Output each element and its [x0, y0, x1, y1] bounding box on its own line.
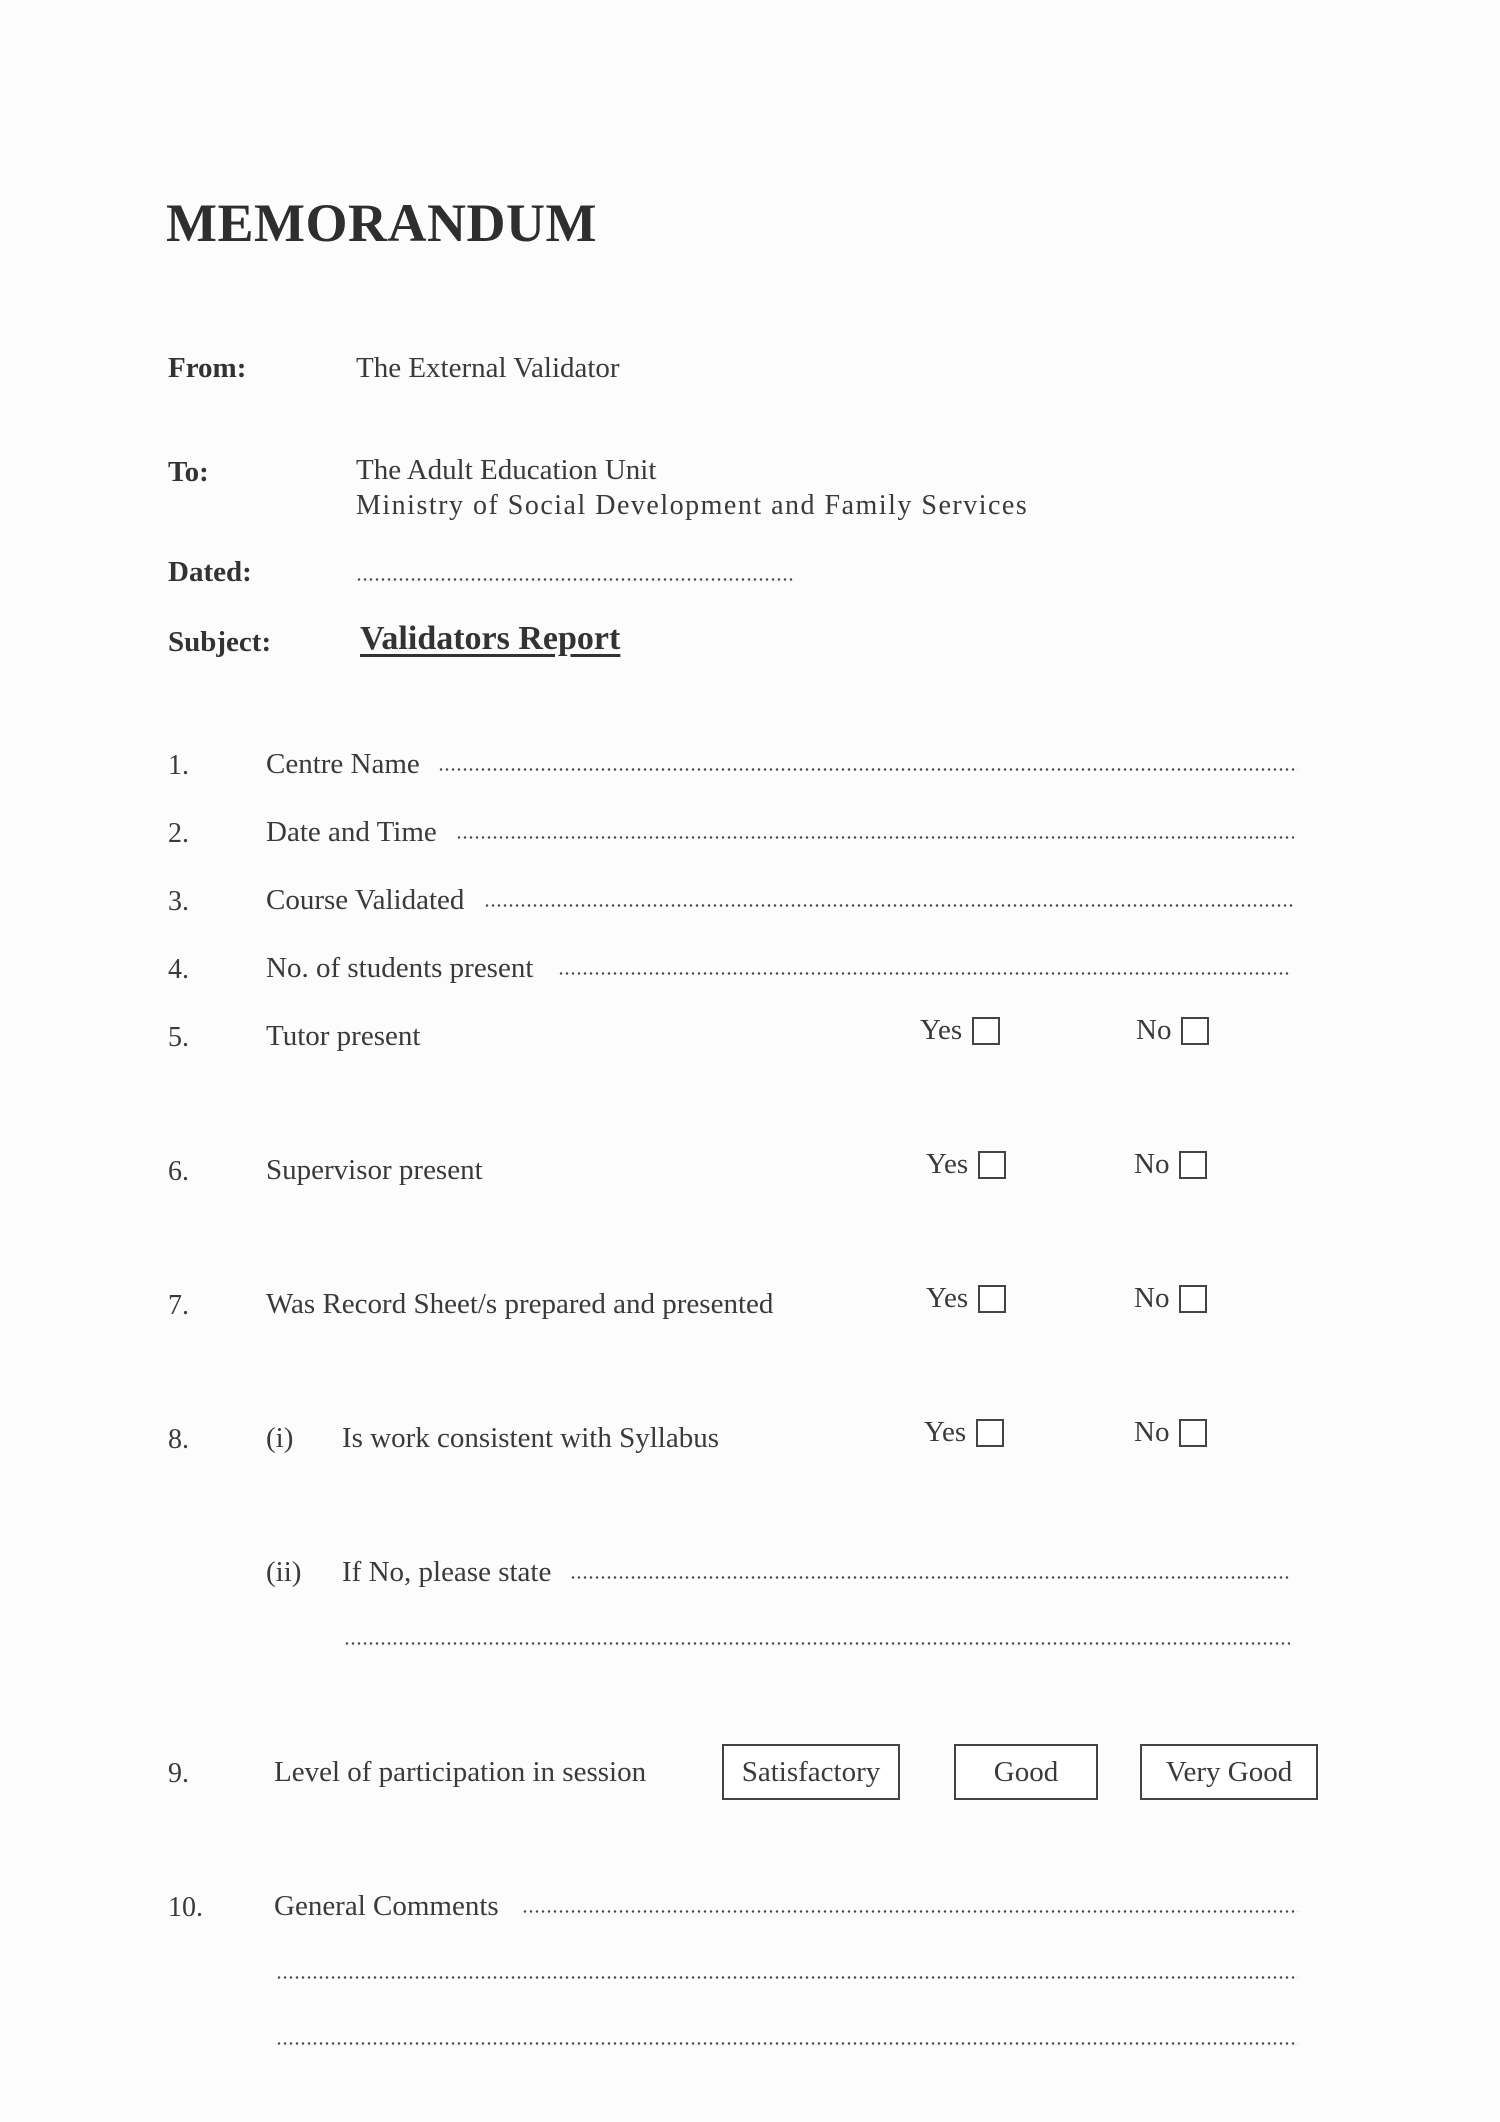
item-number-9: 9.	[168, 1758, 189, 1789]
item-number-3: 3.	[168, 886, 189, 917]
sub-item-i: (i)	[266, 1422, 294, 1454]
no-label: No	[1136, 1014, 1172, 1046]
centre-name-label: Centre Name	[266, 748, 420, 780]
item-number-6: 6.	[168, 1156, 189, 1187]
item-number-8: 8.	[168, 1424, 189, 1455]
general-comments-field[interactable]	[522, 1910, 1298, 1913]
dated-field[interactable]	[356, 578, 794, 581]
participation-very-good-option[interactable]: Very Good	[1140, 1744, 1318, 1800]
item-number-1: 1.	[168, 750, 189, 781]
general-comments-field-line-3[interactable]	[276, 2042, 1298, 2045]
supervisor-yes-checkbox[interactable]	[978, 1151, 1006, 1179]
if-no-state-field-line-2[interactable]	[344, 1642, 1290, 1645]
record-yes-option[interactable]	[926, 1282, 1006, 1315]
supervisor-no-option[interactable]	[1134, 1148, 1207, 1181]
syllabus-consistency-label: Is work consistent with Syllabus	[342, 1422, 719, 1454]
to-label: To:	[168, 456, 209, 488]
no-label: No	[1134, 1416, 1170, 1448]
if-no-state-field[interactable]	[570, 1576, 1290, 1579]
yes-label: Yes	[926, 1148, 969, 1180]
participation-good-option[interactable]: Good	[954, 1744, 1098, 1800]
subject-value: Validators Report	[360, 620, 621, 657]
syllabus-yes-checkbox[interactable]	[976, 1419, 1004, 1447]
no-label: No	[1134, 1282, 1170, 1314]
general-comments-label: General Comments	[274, 1890, 499, 1922]
tutor-yes-checkbox[interactable]	[972, 1017, 1000, 1045]
yes-label: Yes	[920, 1014, 963, 1046]
if-no-state-label: If No, please state	[342, 1556, 552, 1588]
subject-label: Subject:	[168, 626, 272, 658]
date-time-label: Date and Time	[266, 816, 437, 848]
record-yes-checkbox[interactable]	[978, 1285, 1006, 1313]
students-present-label: No. of students present	[266, 952, 534, 984]
record-sheets-label: Was Record Sheet/s prepared and presented	[266, 1288, 774, 1320]
no-label: No	[1134, 1148, 1170, 1180]
record-no-option[interactable]	[1134, 1282, 1207, 1315]
tutor-yes-option[interactable]	[920, 1014, 1000, 1047]
participation-satisfactory-option[interactable]: Satisfactory	[722, 1744, 900, 1800]
page-title: MEMORANDUM	[166, 193, 597, 253]
from-value: The External Validator	[356, 352, 620, 384]
to-line-2: Ministry of Social Development and Family Services	[356, 490, 1029, 521]
tutor-present-label: Tutor present	[266, 1020, 421, 1052]
supervisor-yes-option[interactable]	[926, 1148, 1006, 1181]
syllabus-no-checkbox[interactable]	[1179, 1419, 1207, 1447]
participation-label: Level of participation in session	[274, 1756, 647, 1788]
course-validated-label: Course Validated	[266, 884, 465, 916]
item-number-5: 5.	[168, 1022, 189, 1053]
general-comments-field-line-2[interactable]	[276, 1976, 1298, 1979]
yes-label: Yes	[924, 1416, 967, 1448]
to-line-1: The Adult Education Unit	[356, 454, 657, 486]
tutor-no-checkbox[interactable]	[1181, 1017, 1209, 1045]
item-number-2: 2.	[168, 818, 189, 849]
tutor-no-option[interactable]	[1136, 1014, 1209, 1047]
from-label: From:	[168, 352, 247, 384]
course-validated-field[interactable]	[484, 904, 1294, 907]
record-no-checkbox[interactable]	[1179, 1285, 1207, 1313]
supervisor-present-label: Supervisor present	[266, 1154, 483, 1186]
item-number-10: 10.	[168, 1892, 203, 1923]
item-number-4: 4.	[168, 954, 189, 985]
supervisor-no-checkbox[interactable]	[1179, 1151, 1207, 1179]
dated-label: Dated:	[168, 556, 252, 588]
item-number-7: 7.	[168, 1290, 189, 1321]
centre-name-field[interactable]	[438, 768, 1298, 771]
sub-item-ii: (ii)	[266, 1556, 302, 1588]
students-present-field[interactable]	[558, 972, 1290, 975]
syllabus-no-option[interactable]	[1134, 1416, 1207, 1449]
yes-label: Yes	[926, 1282, 969, 1314]
syllabus-yes-option[interactable]	[924, 1416, 1004, 1449]
date-time-field[interactable]	[456, 836, 1294, 839]
